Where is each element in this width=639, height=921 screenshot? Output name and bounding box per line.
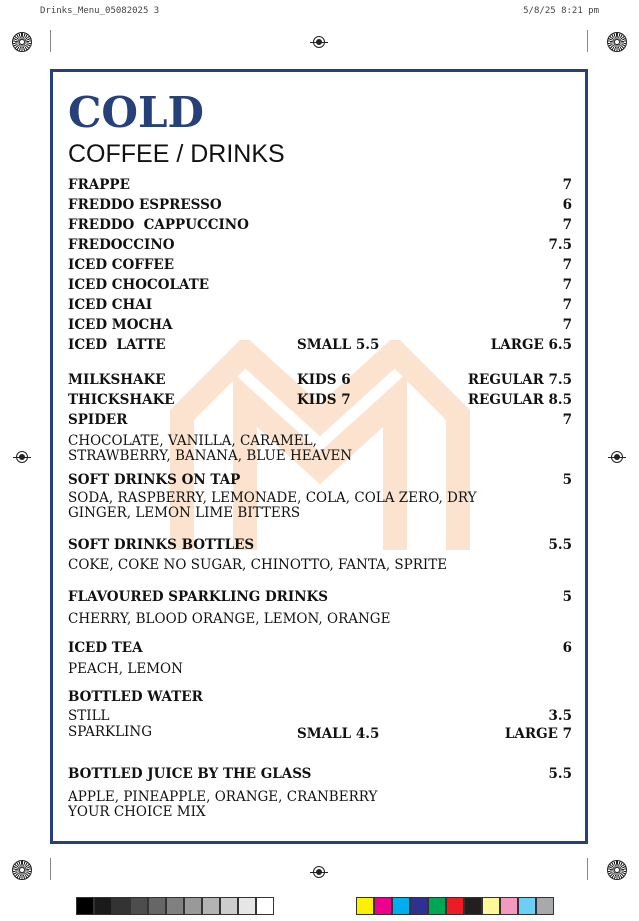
item-name: FREDOCCINO — [68, 237, 175, 253]
page-title: COLD — [68, 88, 204, 137]
color-swatch — [148, 897, 166, 915]
registration-mark-icon — [607, 32, 627, 52]
item-name: THICKSHAKE — [68, 392, 175, 408]
item-name: BOTTLED JUICE BY THE GLASS — [68, 766, 312, 782]
menu-item-row — [68, 371, 572, 389]
color-swatch — [410, 897, 428, 915]
registration-mark-icon — [12, 860, 32, 880]
color-swatch — [392, 897, 410, 915]
crosshair-mark-icon — [313, 36, 325, 48]
item-price: 5.5 — [548, 766, 572, 782]
registration-mark-icon — [12, 32, 32, 52]
menu-item-row — [68, 639, 572, 657]
item-description: APPLE, PINEAPPLE, ORANGE, CRANBERRY YOUR CHOICE MIX — [68, 789, 378, 820]
color-swatch — [202, 897, 220, 915]
color-swatch — [446, 897, 464, 915]
color-swatch — [500, 897, 518, 915]
color-swatch — [94, 897, 112, 915]
item-price: 7 — [562, 257, 572, 273]
color-swatch — [374, 897, 392, 915]
item-price: 6 — [562, 640, 572, 656]
menu-item-row — [68, 296, 572, 314]
crosshair-mark-icon — [16, 451, 28, 463]
item-name: ICED TEA — [68, 640, 143, 656]
item-description: CHOCOLATE, VANILLA, CARAMEL, STRAWBERRY, BANANA, BLUE HEAVEN — [68, 433, 353, 464]
print-timestamp: 5/8/25 8:21 pm — [523, 6, 599, 16]
menu-item-row — [68, 471, 572, 489]
menu-item-row — [68, 196, 572, 214]
menu-item-row — [68, 236, 572, 254]
item-name: SOFT DRINKS ON TAP — [68, 472, 241, 488]
item-name: ICED CHOCOLATE — [68, 277, 210, 293]
item-price: REGULAR 7.5 — [467, 372, 572, 388]
color-swatch — [464, 897, 482, 915]
menu-item-row — [68, 391, 572, 409]
color-swatch — [428, 897, 446, 915]
item-name: ICED COFFEE — [68, 257, 175, 273]
crop-mark — [587, 858, 588, 880]
color-swatch — [76, 897, 94, 915]
item-name: FREDDO CAPPUCCINO — [68, 217, 249, 233]
color-swatch — [356, 897, 374, 915]
item-size-price: KIDS 6 — [297, 372, 351, 388]
menu-item-row — [68, 765, 572, 783]
item-name: BOTTLED WATER — [68, 689, 203, 705]
item-name: FLAVOURED SPARKLING DRINKS — [68, 589, 329, 605]
crosshair-mark-icon — [611, 451, 623, 463]
item-name: STILL — [68, 708, 110, 724]
item-description: PEACH, LEMON — [68, 661, 183, 677]
color-swatch — [220, 897, 238, 915]
menu-item-row — [68, 176, 572, 194]
menu-item-row — [68, 256, 572, 274]
color-swatch — [256, 897, 274, 915]
item-price: 5 — [562, 589, 572, 605]
item-name: FRAPPE — [68, 177, 130, 193]
process-color-bar — [356, 897, 554, 915]
color-swatch — [238, 897, 256, 915]
item-price: 3.5 — [548, 708, 572, 724]
color-swatch — [184, 897, 202, 915]
menu-item-row — [68, 276, 572, 294]
color-swatch — [112, 897, 130, 915]
item-name: ICED LATTE — [68, 337, 166, 353]
menu-item-row — [68, 216, 572, 234]
item-price: 7 — [562, 177, 572, 193]
crop-mark — [587, 30, 588, 52]
item-description: COKE, COKE NO SUGAR, CHINOTTO, FANTA, SPRITE — [68, 557, 448, 573]
registration-mark-icon — [607, 860, 627, 880]
item-description: SODA, RASPBERRY, LEMONADE, COLA, COLA ZERO, DRY GINGER, LEMON LIME BITTERS — [68, 490, 477, 521]
color-swatch — [482, 897, 500, 915]
item-price: 5 — [562, 472, 572, 488]
crop-mark — [50, 858, 51, 880]
menu-item-row — [68, 723, 572, 741]
crosshair-mark-icon — [313, 866, 325, 878]
menu-item-row — [68, 316, 572, 334]
item-price: 7 — [562, 217, 572, 233]
item-price: LARGE 7 — [504, 726, 572, 742]
page-subtitle: COFFEE / DRINKS — [68, 140, 285, 168]
item-size-price: KIDS 7 — [297, 392, 351, 408]
item-price: 6 — [562, 197, 572, 213]
item-size-price: SMALL 4.5 — [297, 726, 380, 742]
item-price: LARGE 6.5 — [490, 337, 572, 353]
crop-mark — [50, 30, 51, 52]
item-name: MILKSHAKE — [68, 372, 166, 388]
menu-item-row — [68, 688, 572, 706]
item-price: 7 — [562, 317, 572, 333]
item-description: CHERRY, BLOOD ORANGE, LEMON, ORANGE — [68, 611, 391, 627]
item-name: SPIDER — [68, 412, 128, 428]
item-price: 7 — [562, 412, 572, 428]
item-price: 7 — [562, 277, 572, 293]
item-size-price: SMALL 5.5 — [297, 337, 380, 353]
menu-item-row — [68, 588, 572, 606]
color-swatch — [130, 897, 148, 915]
item-name: ICED MOCHA — [68, 317, 173, 333]
color-swatch — [166, 897, 184, 915]
item-name: SPARKLING — [68, 724, 152, 740]
menu-item-row — [68, 336, 572, 354]
item-name: ICED CHAI — [68, 297, 153, 313]
print-filename: Drinks_Menu_05082025 3 — [40, 6, 160, 16]
menu-item-row — [68, 411, 572, 429]
grayscale-color-bar — [76, 897, 274, 915]
item-price: 5.5 — [548, 537, 572, 553]
item-name: SOFT DRINKS BOTTLES — [68, 537, 255, 553]
item-price: 7 — [562, 297, 572, 313]
item-name: FREDDO ESPRESSO — [68, 197, 222, 213]
color-swatch — [536, 897, 554, 915]
item-price: 7.5 — [548, 237, 572, 253]
color-swatch — [518, 897, 536, 915]
menu-item-row — [68, 536, 572, 554]
item-price: REGULAR 8.5 — [467, 392, 572, 408]
